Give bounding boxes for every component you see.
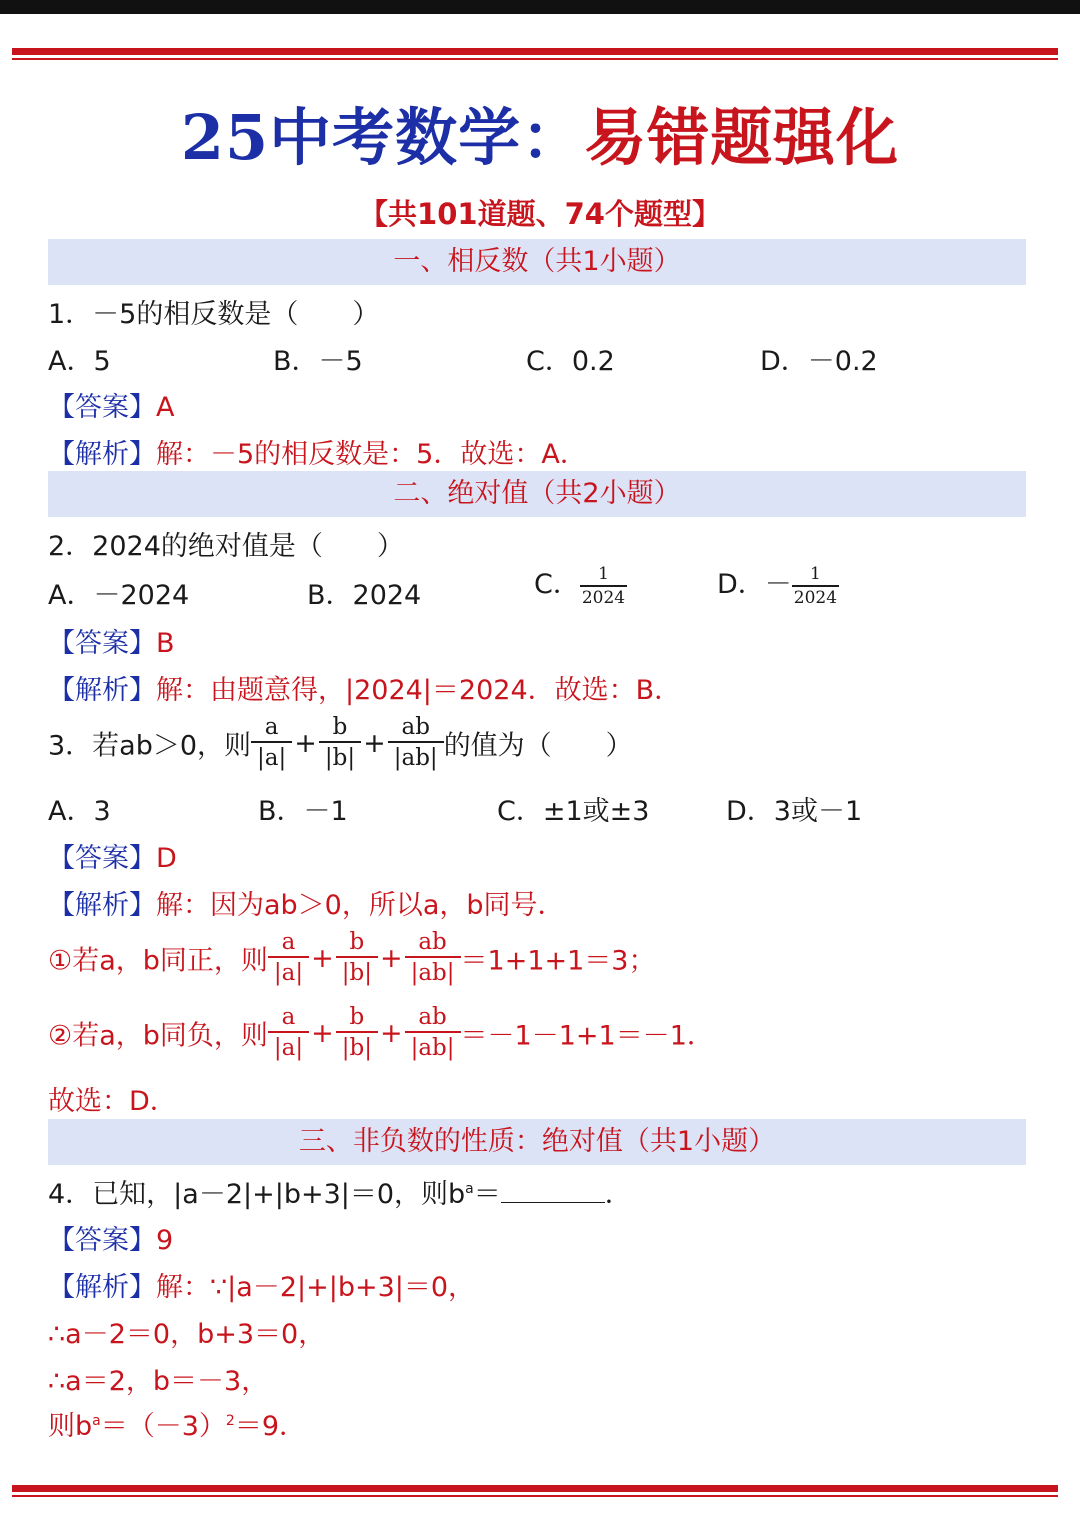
q1-answer bbox=[48, 385, 174, 424]
q4-analysis-line-4 bbox=[48, 1404, 306, 1443]
q3-case-1-result: ＝1+1+1＝3； bbox=[460, 945, 656, 977]
fraction-b bbox=[336, 1003, 378, 1063]
q2-analysis bbox=[48, 668, 681, 707]
q1-answer-value: A bbox=[156, 392, 175, 423]
fraction-denominator: |b| bbox=[341, 960, 372, 986]
fraction-numerator: 1 bbox=[580, 563, 627, 587]
q1-option-d: D．－0.2 bbox=[760, 346, 878, 377]
fraction-numerator: 1 bbox=[792, 563, 839, 587]
q2-option-b: B．2024 bbox=[307, 580, 422, 611]
q3-option-d: D．3或－1 bbox=[726, 796, 863, 827]
q2-answer bbox=[48, 621, 175, 660]
q1-analysis-text: 解：－5的相反数是：5．故选：A． bbox=[156, 439, 587, 470]
fraction-ab bbox=[405, 1003, 461, 1063]
fraction-denominator: |ab| bbox=[393, 745, 438, 771]
subtitle: 【共101道题、74个题型】 bbox=[359, 197, 721, 231]
analysis-label: 【解析】 bbox=[48, 439, 156, 470]
fraction-a bbox=[251, 713, 292, 773]
q2-option-d bbox=[717, 562, 839, 609]
q3-case-1-prefix: ①若a，b同正，则 bbox=[48, 945, 268, 977]
fraction-numerator: a bbox=[268, 928, 309, 958]
answer-label: 【答案】 bbox=[48, 1225, 156, 1256]
fraction-numerator: ab bbox=[405, 928, 461, 958]
q1-analysis bbox=[48, 432, 587, 471]
q3-option-c: C．±1或±3 bbox=[497, 796, 650, 827]
page-title bbox=[0, 88, 1080, 177]
fraction-numerator: a bbox=[251, 713, 292, 743]
q4-stem-exponent: a bbox=[465, 1181, 474, 1197]
q3-option-b: B．－1 bbox=[258, 796, 348, 827]
q4-stem-end: ． bbox=[604, 1179, 632, 1210]
fraction-denominator: |b| bbox=[341, 1035, 372, 1061]
fraction-numerator: b bbox=[319, 713, 361, 743]
q3-case-2-result: ＝－1－1+1＝－1． bbox=[460, 1020, 714, 1052]
fraction-denominator: |a| bbox=[257, 745, 287, 771]
q4-analysis-line-1: 解：∵|a－2|+|b+3|＝0， bbox=[156, 1272, 476, 1303]
fraction-numerator: ab bbox=[405, 1003, 461, 1033]
fraction-a bbox=[268, 928, 309, 988]
section-heading-3: 三、非负数的性质：绝对值（共1小题） bbox=[48, 1119, 1026, 1165]
fraction-denominator: |a| bbox=[273, 1035, 304, 1061]
fraction-numerator: ab bbox=[388, 713, 444, 743]
section-heading-2: 二、绝对值（共2小题） bbox=[48, 471, 1026, 517]
fraction-b bbox=[336, 928, 378, 988]
top-bar bbox=[0, 0, 1080, 14]
q4-analysis-4-end: ＝9． bbox=[234, 1411, 307, 1442]
q4-analysis-line-2: ∴a－2＝0，b+3＝0， bbox=[48, 1319, 326, 1350]
fraction-numerator: a bbox=[268, 1003, 309, 1033]
q3-option-a: A．3 bbox=[48, 796, 111, 827]
fraction-ab bbox=[405, 928, 461, 988]
analysis-label: 【解析】 bbox=[48, 675, 156, 706]
q3-analysis-text: 解：因为ab＞0，所以a，b同号． bbox=[156, 890, 565, 921]
plus-sign: + bbox=[379, 1017, 403, 1049]
q4-analysis-4-mid: ＝（－3） bbox=[100, 1411, 226, 1442]
fraction-denominator: |b| bbox=[324, 745, 356, 771]
q4-answer bbox=[48, 1218, 173, 1257]
q4-analysis-line-3: ∴a＝2，b＝－3， bbox=[48, 1366, 269, 1397]
q2-analysis-text: 解：由题意得，|2024|＝2024．故选：B． bbox=[156, 675, 682, 706]
q4-stem-prefix: 4．已知，|a－2|+|b+3|＝0，则b bbox=[48, 1179, 466, 1210]
top-rule bbox=[12, 48, 1058, 60]
q4-stem bbox=[48, 1172, 632, 1211]
plus-sign: + bbox=[363, 727, 386, 759]
fraction-denominator: |ab| bbox=[410, 1035, 455, 1061]
q1-stem: 1．－5的相反数是（ ） bbox=[48, 299, 380, 330]
fraction-numerator: b bbox=[336, 1003, 378, 1033]
q2-option-a: A．－2024 bbox=[48, 580, 190, 611]
fraction-denominator: |ab| bbox=[410, 960, 455, 986]
q2-option-c-fraction bbox=[580, 563, 627, 609]
q3-answer bbox=[48, 836, 177, 875]
q3-case-2 bbox=[48, 1003, 714, 1063]
q3-stem-prefix: 3．若ab＞0，则 bbox=[48, 730, 252, 762]
q3-stem bbox=[48, 713, 633, 773]
fraction-numerator: b bbox=[336, 928, 378, 958]
q4-analysis bbox=[48, 1265, 475, 1304]
analysis-label: 【解析】 bbox=[48, 1272, 156, 1303]
q4-answer-value: 9 bbox=[156, 1225, 174, 1256]
q1-option-b: B．－5 bbox=[273, 346, 363, 377]
q2-answer-value: B bbox=[156, 628, 175, 659]
q4-stem-equals: ＝ bbox=[473, 1179, 501, 1210]
q2-option-d-fraction bbox=[792, 563, 839, 609]
q4-analysis-4-exponent-2: 2 bbox=[225, 1413, 235, 1429]
answer-label: 【答案】 bbox=[48, 843, 156, 874]
q4-analysis-4-exponent: a bbox=[92, 1413, 101, 1429]
q3-case-1 bbox=[48, 928, 656, 988]
answer-blank bbox=[501, 1181, 605, 1203]
q3-conclusion: 故选：D． bbox=[48, 1086, 177, 1117]
q3-analysis bbox=[48, 883, 565, 922]
answer-label: 【答案】 bbox=[48, 392, 156, 423]
fraction-b bbox=[319, 713, 361, 773]
q3-stem-suffix: 的值为（ ） bbox=[443, 730, 633, 762]
q2-option-c bbox=[534, 562, 627, 609]
title-red: 易错题强化 bbox=[584, 101, 900, 174]
q3-case-2-prefix: ②若a，b同负，则 bbox=[48, 1020, 268, 1052]
plus-sign: + bbox=[294, 727, 317, 759]
plus-sign: + bbox=[311, 942, 334, 974]
plus-sign: + bbox=[311, 1017, 334, 1049]
q2-option-d-prefix: D． bbox=[717, 569, 765, 600]
bottom-rule bbox=[12, 1485, 1058, 1497]
analysis-label: 【解析】 bbox=[48, 890, 156, 921]
q1-option-c: C．0.2 bbox=[526, 346, 615, 377]
q2-stem: 2．2024的绝对值是（ ） bbox=[48, 531, 404, 562]
q2-option-c-prefix: C． bbox=[534, 569, 580, 600]
title-blue: 25中考数学： bbox=[180, 101, 585, 174]
q2-option-d-sign: － bbox=[764, 569, 792, 600]
fraction-a bbox=[268, 1003, 309, 1063]
fraction-denominator: 2024 bbox=[581, 587, 626, 608]
q3-answer-value: D bbox=[156, 843, 177, 874]
fraction-ab bbox=[388, 713, 444, 773]
answer-label: 【答案】 bbox=[48, 628, 156, 659]
fraction-denominator: 2024 bbox=[793, 587, 838, 608]
section-heading-1: 一、相反数（共1小题） bbox=[48, 239, 1026, 285]
plus-sign: + bbox=[379, 942, 403, 974]
fraction-denominator: |a| bbox=[273, 960, 304, 986]
q1-option-a: A．5 bbox=[48, 346, 111, 377]
q4-analysis-4-prefix: 则b bbox=[48, 1411, 93, 1442]
